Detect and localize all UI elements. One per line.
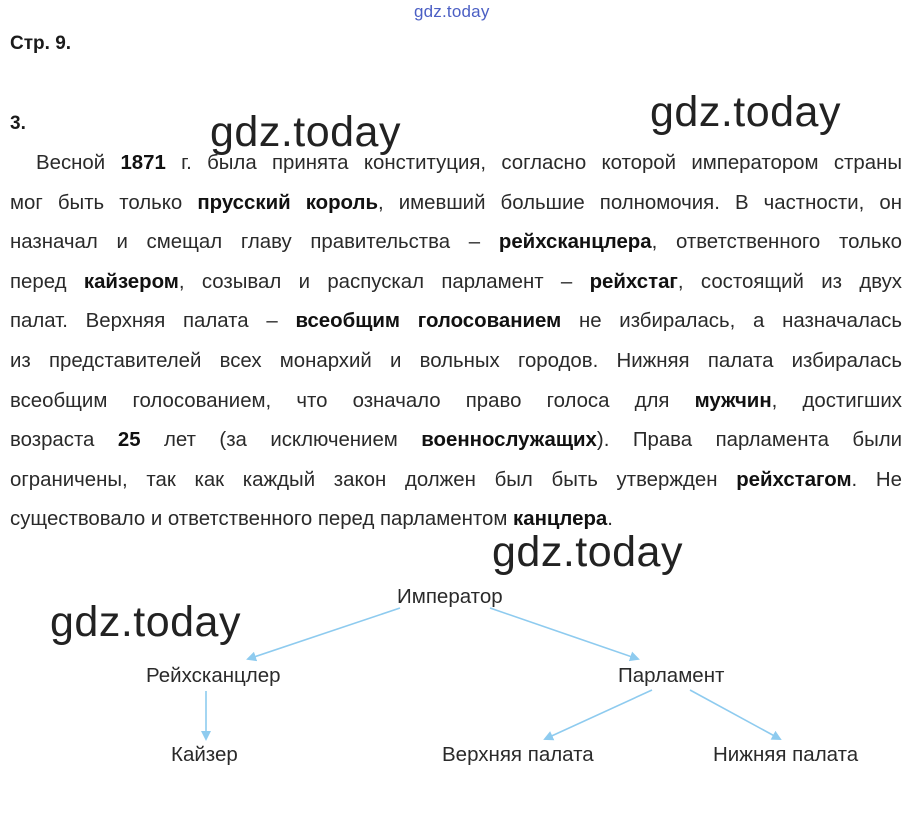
watermark: gdz.today xyxy=(650,88,841,136)
arrow-emperor-to-chancellor xyxy=(248,608,400,659)
bold-term: рейхсканцлера xyxy=(498,231,652,254)
bold-term: всеобщим голосованием xyxy=(295,310,562,333)
bold-term: прусский король xyxy=(197,191,378,214)
node-kaiser: Кайзер xyxy=(171,743,238,766)
text-run: , ответственного только xyxy=(651,231,902,254)
text-run: . Не xyxy=(851,468,902,491)
text-run: . xyxy=(607,508,613,531)
text-run: палат. Верхняя палата – xyxy=(10,310,296,333)
bold-term: мужчин xyxy=(694,389,772,412)
text-run: лет (за исключением xyxy=(140,429,422,452)
text-run: , состоящий из двух xyxy=(677,270,902,293)
text-run: ). Права парламента были xyxy=(596,429,903,452)
bold-term: канцлера xyxy=(513,508,608,531)
bold-term: кайзером xyxy=(83,270,179,293)
text-run: мог быть только xyxy=(10,191,198,214)
node-chancellor: Рейхсканцлер xyxy=(146,664,281,687)
node-parliament: Парламент xyxy=(618,664,725,687)
node-lower-house: Нижняя палата xyxy=(713,743,859,766)
bold-term: рейхстаг xyxy=(589,270,678,293)
bold-term: военнослужащих xyxy=(421,429,597,452)
arrow-emperor-to-parliament xyxy=(490,608,638,659)
text-run: не избиралась, а назначалась xyxy=(561,310,902,333)
text-run: Весной xyxy=(36,152,121,174)
watermark: gdz.today xyxy=(492,528,683,576)
watermark-top: gdz.today xyxy=(414,2,490,21)
text-run: ограничены, так как каждый закон должен был быть утвержден xyxy=(10,468,737,491)
arrow-parliament-to-upper xyxy=(545,690,652,739)
text-run: перед xyxy=(10,270,84,293)
text-run: , имевший большие полномочия. В частности, он xyxy=(378,191,902,214)
text-run: всеобщим голосованием, что означало право голоса для xyxy=(10,389,695,412)
text-run: назначал и смещал главу правительства – xyxy=(10,231,499,254)
text-run: г. была принята конституция, согласно которой императором страны xyxy=(165,152,902,174)
bold-term: 1871 xyxy=(120,152,166,174)
node-upper-house: Верхняя палата xyxy=(442,743,594,766)
arrow-parliament-to-lower xyxy=(690,690,780,739)
text-run: , достигших xyxy=(771,389,902,412)
task-number: 3. xyxy=(10,113,26,134)
watermark: gdz.today xyxy=(210,108,401,156)
watermark: gdz.today xyxy=(50,598,241,646)
text-run: возраста xyxy=(10,429,118,452)
bold-term: рейхстагом xyxy=(736,468,852,491)
bold-term: 25 xyxy=(117,429,141,452)
text-run: существовало и ответственного перед парламентом xyxy=(10,508,514,531)
node-emperor: Император xyxy=(397,585,503,608)
page-reference: Стр. 9. xyxy=(10,33,72,54)
text-run: из представителей всех монархий и вольных городов. Нижняя палата избиралась xyxy=(10,349,902,372)
text-run: , созывал и распускал парламент – xyxy=(178,270,590,293)
